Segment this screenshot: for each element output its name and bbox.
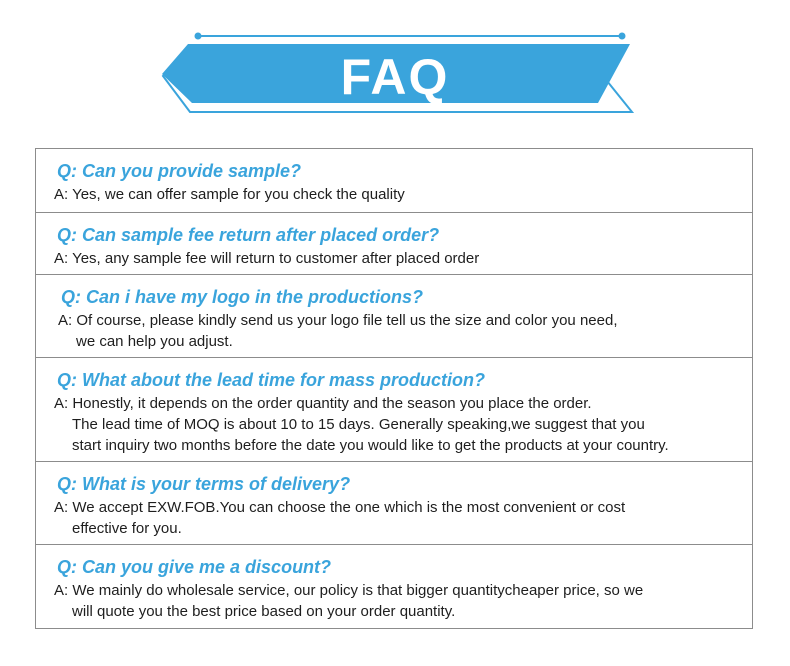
- faq-item: [36, 461, 752, 544]
- faq-item: [36, 149, 752, 212]
- faq-answer: [54, 184, 405, 205]
- faq-answer: [58, 310, 617, 352]
- faq-question: Q: Can you provide sample?: [57, 161, 302, 181]
- faq-item: [36, 274, 752, 357]
- faq-question: Q: Can i have my logo in the productions?: [61, 287, 424, 307]
- faq-question: Q: Can sample fee return after placed order?: [57, 225, 440, 245]
- faq-table: [35, 148, 753, 629]
- faq-item: [36, 357, 752, 461]
- faq-item: [36, 212, 752, 274]
- faq-answer: [54, 580, 643, 622]
- faq-answer-line: The lead time of MOQ is about 10 to 15 days. Generally speaking,we suggest that you: [72, 416, 645, 433]
- faq-answer: [54, 497, 625, 539]
- faq-question: Q: What about the lead time for mass production?: [57, 370, 486, 390]
- faq-answer-line: A: We mainly do wholesale service, our policy is that bigger quantitycheaper price, so we: [54, 582, 644, 599]
- faq-answer-line: A: Of course, please kindly send us your logo file tell us the size and color you need,: [58, 312, 618, 329]
- faq-answer-line: A: We accept EXW.FOB.You can choose the one which is the most convenient or cost: [54, 499, 626, 516]
- faq-answer-line: will quote you the best price based on your order quantity.: [72, 603, 456, 620]
- faq-question: Q: Can you give me a discount?: [57, 557, 332, 577]
- faq-answer-line: A: Yes, any sample fee will return to customer after placed order: [54, 250, 480, 267]
- faq-answer-line: start inquiry two months before the date you would like to get the products at your country.: [72, 437, 669, 454]
- faq-answer-line: effective for you.: [72, 520, 182, 537]
- faq-answer-line: we can help you adjust.: [76, 333, 233, 350]
- faq-question: Q: What is your terms of delivery?: [57, 474, 351, 494]
- faq-answer: [54, 393, 669, 456]
- faq-answer-line: A: Yes, we can offer sample for you check the quality: [54, 186, 405, 203]
- faq-answer: [54, 248, 479, 269]
- faq-answer-line: A: Honestly, it depends on the order quantity and the season you place the order.: [54, 395, 592, 412]
- faq-item: [36, 544, 752, 630]
- page-title: FAQ: [340, 49, 450, 105]
